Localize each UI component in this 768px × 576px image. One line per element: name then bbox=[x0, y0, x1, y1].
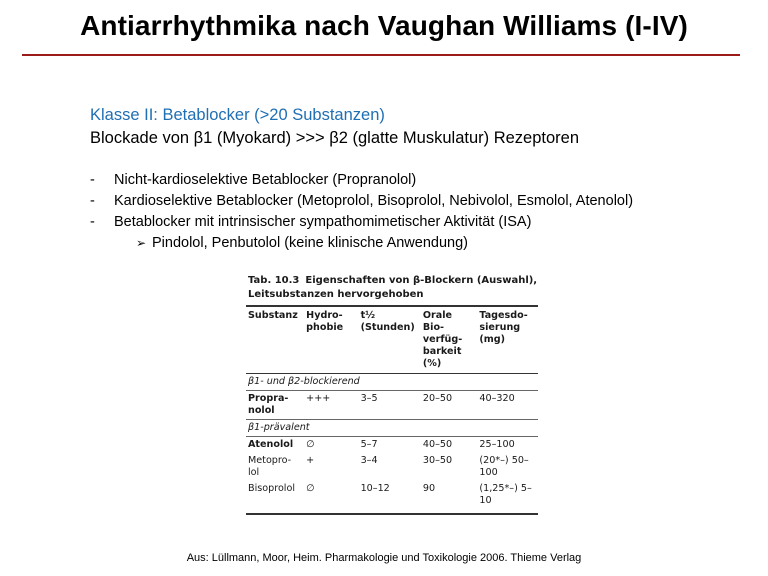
table-cell-bioavailability: 40–50 bbox=[422, 439, 453, 450]
table-cell-halflife: 3–5 bbox=[360, 393, 378, 404]
table-row bbox=[246, 453, 538, 481]
table-cell-bioavailability: 90 bbox=[422, 483, 436, 494]
table-group-row bbox=[246, 374, 538, 390]
table-cell-dose: 40–320 bbox=[479, 393, 515, 404]
table-cell-halflife: 5–7 bbox=[360, 439, 378, 450]
table-cell-substance: Metopro-lol bbox=[248, 455, 292, 478]
sub-bullet-text: Pindolol, Penbutolol (keine klinische Anwendung) bbox=[152, 235, 468, 251]
bullet-text: Nicht-kardioselektive Betablocker (Propranolol) bbox=[114, 172, 417, 188]
bullet-text: Betablocker mit intrinsischer sympathomimetischer Aktivität (ISA) bbox=[114, 214, 532, 230]
table-caption-text: Eigenschaften von β-Blockern (Auswahl), Leitsubstanzen hervorgehoben bbox=[248, 275, 538, 300]
beta-blocker-table bbox=[246, 274, 538, 515]
table-cell-substance: Atenolol bbox=[248, 439, 294, 450]
table-header-cell: t½ (Stunden) bbox=[360, 309, 415, 333]
table-body bbox=[246, 307, 538, 510]
table-header-row bbox=[246, 307, 538, 373]
table-group-label: β1- und β2-blockierend bbox=[248, 376, 360, 387]
table-row bbox=[246, 481, 538, 509]
table-row bbox=[246, 437, 538, 453]
table-cell-substance: Propra-nolol bbox=[248, 393, 289, 416]
table-cell-dose: 25–100 bbox=[479, 439, 515, 450]
table-cell-halflife: 3–4 bbox=[360, 455, 378, 466]
table-cell-hydrophobie: +++ bbox=[306, 393, 331, 404]
table-cell-hydrophobie: ∅ bbox=[306, 439, 315, 450]
bullet-text: Kardioselektive Betablocker (Metoprolol, Bisoprolol, Nebivolol, Esmolol, Atenolol) bbox=[114, 193, 634, 209]
table-header-cell: Substanz bbox=[248, 309, 298, 321]
table-group-label: β1-prävalent bbox=[248, 422, 310, 433]
table-cell-hydrophobie: ∅ bbox=[306, 483, 315, 494]
slide-subline: Blockade von β1 (Myokard) >>> β2 (glatte Muskulatur) Rezeptoren bbox=[90, 129, 580, 147]
table-cell-bioavailability: 20–50 bbox=[422, 393, 453, 404]
arrow-bullet-icon: ➢ bbox=[136, 236, 147, 250]
table-header-cell: Tagesdo-sierung (mg) bbox=[479, 309, 528, 345]
table-header-cell: Orale Bio-verfüg-barkeit (%) bbox=[422, 309, 463, 369]
table-cell-bioavailability: 30–50 bbox=[422, 455, 453, 466]
table-cell-dose: (20*–) 50–100 bbox=[479, 455, 529, 478]
bullet-dash: - bbox=[90, 214, 95, 230]
table-header-cell: Hydro-phobie bbox=[306, 309, 344, 333]
bullet-dash: - bbox=[90, 172, 95, 188]
bullet-dash: - bbox=[90, 193, 95, 209]
table-row bbox=[246, 391, 538, 419]
source-citation: Aus: Lüllmann, Moor, Heim. Pharmakologie und Toxikologie 2006. Thieme Verlag bbox=[186, 552, 582, 564]
slide-subtitle: Klasse II: Betablocker (>20 Substanzen) bbox=[90, 106, 385, 124]
table-cell-substance: Bisoprolol bbox=[248, 483, 296, 494]
slide-title: Antiarrhythmika nach Vaughan Williams (I-IV) bbox=[80, 10, 688, 41]
table-number: Tab. 10.3 bbox=[248, 275, 300, 286]
table-cell-dose: (1,25*–) 5–10 bbox=[479, 483, 532, 506]
table-caption bbox=[248, 274, 538, 302]
title-divider bbox=[22, 54, 740, 56]
table-group-row bbox=[246, 420, 538, 436]
table-cell-hydrophobie: + bbox=[306, 455, 315, 466]
table-bottom-rule bbox=[246, 513, 538, 515]
table-cell-halflife: 10–12 bbox=[360, 483, 390, 494]
